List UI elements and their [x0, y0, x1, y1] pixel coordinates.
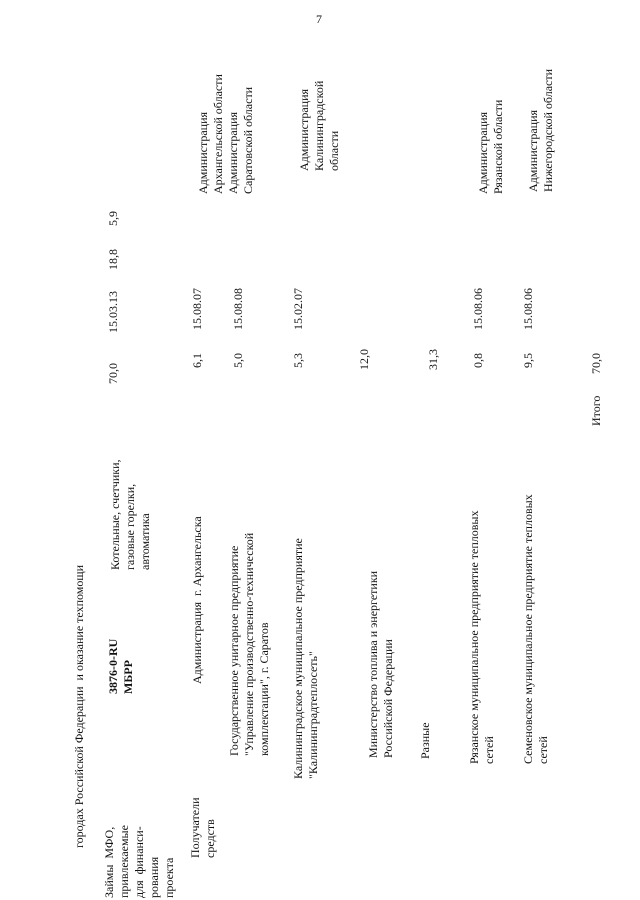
- recipient-name: Министерство топлива и энергетики Российской Федерации: [366, 570, 395, 758]
- recipient-amount: 31,3: [426, 349, 440, 370]
- recipient-region: Администрация Саратовской области: [226, 86, 255, 194]
- recipient-name: Семеновское муниципальное предприятие тепловых сетей: [521, 494, 550, 764]
- page-number: 7: [316, 12, 322, 26]
- loan-date: 15.03.13: [106, 291, 120, 333]
- recipient-date: 15.08.07: [190, 288, 204, 330]
- recipient-region: Администрация Калининградской области: [297, 80, 341, 171]
- recipient-amount: 0,8: [471, 353, 485, 368]
- recipient-amount: 5,3: [291, 353, 305, 368]
- section-label-loans: Займы МФО, привлекаемые для финанси- рования проекта: [102, 825, 176, 898]
- loan-purpose: Котельные, счетчики, газовые горелки, автоматика: [108, 459, 152, 570]
- recipient-name: Разные: [418, 722, 432, 759]
- recipient-amount: 6,1: [190, 353, 204, 368]
- loan-grace: 5,9: [106, 211, 120, 226]
- recipient-region: Администрация Рязанской области: [476, 99, 505, 194]
- loan-amount: 70,0: [106, 363, 120, 384]
- section-label-recipients: Получатели средств: [188, 797, 217, 858]
- recipient-name: Государственное унитарное предприятие "Управление производственно-технической комплектации", г. Саратов: [227, 532, 271, 756]
- recipient-amount: 9,5: [521, 353, 535, 368]
- recipient-date: 15.08.06: [521, 288, 535, 330]
- total-value: 70,0: [589, 353, 603, 374]
- recipient-region: Администрация Нижегородской области: [526, 68, 555, 192]
- loan-years: 18,8: [106, 249, 120, 270]
- table-header-title: городах Российской Федерации и оказание техпомощи: [72, 564, 86, 848]
- recipient-date: 15.08.08: [231, 288, 245, 330]
- recipient-name: Рязанское муниципальное предприятие тепловых сетей: [467, 510, 496, 764]
- recipient-date: 15.02.07: [291, 288, 305, 330]
- total-label: Итого: [589, 395, 603, 426]
- recipient-name: Калининградское муниципальное предприятие "Калининградтеплосеть": [291, 538, 320, 779]
- recipient-date: 15.08.06: [471, 288, 485, 330]
- recipient-amount: 12,0: [357, 349, 371, 370]
- recipient-name: Администрация г. Архангельска: [190, 516, 204, 684]
- recipient-amount: 5,0: [231, 353, 245, 368]
- loan-code: 3876-0-RU МБРР: [106, 638, 135, 694]
- recipient-region: Администрация Архангельской области: [196, 74, 225, 194]
